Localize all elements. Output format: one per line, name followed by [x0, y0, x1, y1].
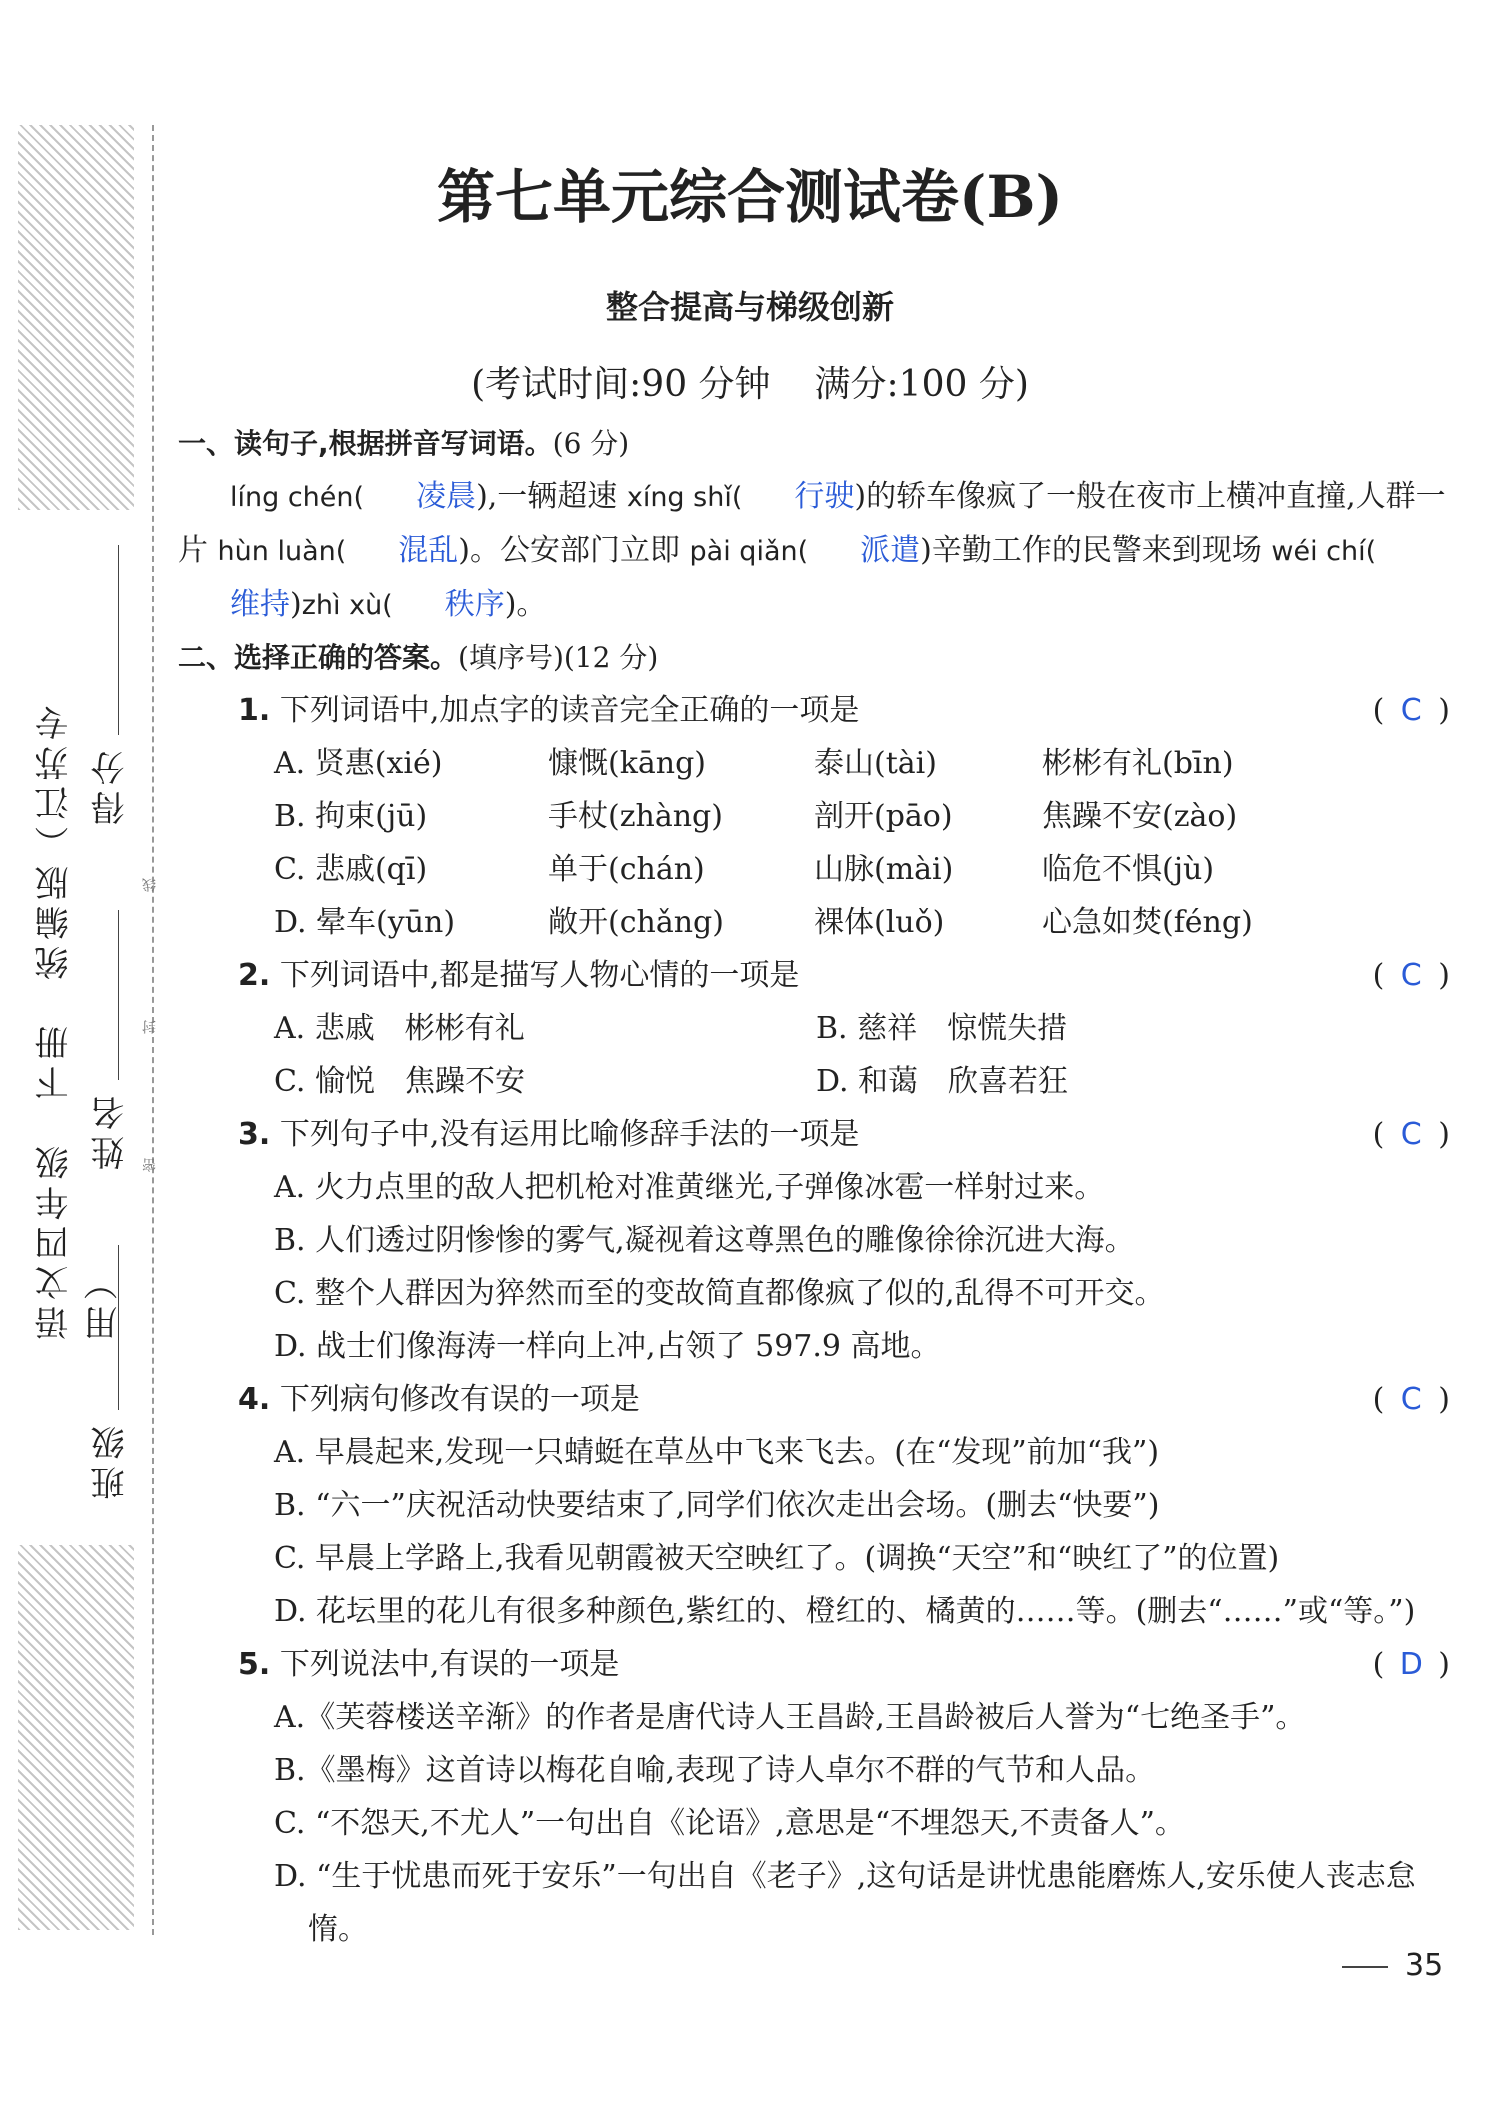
answer-word: 秩序	[444, 587, 505, 622]
question-number: 3.	[238, 1117, 271, 1152]
q2-option: C. 愉悦 焦躁不安	[274, 1064, 525, 1099]
seal-mark-secret: 密	[142, 1158, 158, 1172]
section1-points: (6 分)	[552, 427, 630, 460]
q3-option: C. 整个人群因为猝然而至的变故简直都像疯了似的,乱得不可开交。	[274, 1276, 1165, 1311]
exam-time: (考试时间:90 分钟	[471, 364, 771, 405]
q3-option: B. 人们透过阴惨惨的雾气,凝视着这尊黑色的雕像徐徐沉进大海。	[274, 1223, 1135, 1258]
q1-option: 单于(chán)	[548, 852, 705, 887]
q1-option: 裸体(luǒ)	[814, 905, 945, 940]
q1-option: 山脉(mài)	[814, 852, 954, 887]
question-4	[178, 1373, 1458, 1426]
q1-option: D. 晕车(yūn)	[274, 905, 456, 940]
answer-letter: C	[1400, 958, 1422, 993]
q5-option: C. “不怨天,不尤人”一句出自《论语》,意思是“不埋怨天,不责备人”。	[274, 1806, 1185, 1841]
exam-content	[178, 418, 1458, 1956]
class-label: 班级	[91, 1420, 131, 1500]
q1-option: 彬彬有礼(bīn)	[1042, 746, 1234, 781]
answer-letter: C	[1400, 1382, 1422, 1417]
section1-heading	[178, 418, 1458, 470]
q2-option: A. 悲戚 彬彬有礼	[274, 1011, 525, 1046]
question-1	[178, 684, 1458, 737]
question-2	[178, 949, 1458, 1002]
q1-option: 临危不惧(jù)	[1042, 852, 1215, 887]
pinyin: wéi chí(	[1271, 536, 1377, 567]
q1-option-row	[178, 896, 1458, 949]
sentence-text: )	[290, 587, 302, 622]
q2-option: D. 和蔼 欣喜若狂	[816, 1064, 1069, 1099]
question-5	[178, 1638, 1458, 1691]
q5-option: D. “生于忧患而死于安乐”一句出自《老子》,这句话是讲忧患能磨炼人,安乐使人丧志怠惰。	[274, 1859, 1416, 1947]
q1-option: C. 悲戚(qī)	[274, 852, 428, 887]
page-number: 35	[1405, 1948, 1444, 1983]
sentence-text: )辛勤工作的民警来到现场	[920, 533, 1272, 568]
sentence-text: ),一辆超速	[476, 479, 627, 514]
exam-info	[0, 356, 1500, 407]
q2-option-row	[178, 1055, 1458, 1108]
sentence-text: )的轿车像疯了一般在夜市上横冲直撞,人群一片	[178, 479, 1446, 568]
question-number: 5.	[238, 1647, 271, 1682]
q1-option: 心急如焚(féng)	[1042, 905, 1253, 940]
question-stem: 下列词语中,都是描写人物心情的一项是	[279, 958, 800, 993]
answer-bracket: ( C )	[1373, 684, 1450, 737]
q2-option-row	[178, 1002, 1458, 1055]
book-info: 语文四年级 下册 统编版（江苏专用）	[35, 700, 124, 1340]
question-stem: 下列句子中,没有运用比喻修辞手法的一项是	[279, 1117, 860, 1152]
answer-word: 派遣	[860, 533, 921, 568]
question-number: 4.	[238, 1382, 271, 1417]
full-marks: 满分:100 分)	[814, 364, 1029, 405]
seal-mark-line: 线	[142, 878, 158, 892]
q1-option: 泰山(tài)	[814, 746, 937, 781]
q4-option: A. 早晨起来,发现一只蜻蜓在草丛中飞来飞去。(在“发现”前加“我”)	[274, 1435, 1160, 1470]
q1-option: 剖开(pāo)	[814, 799, 953, 834]
q1-option-row	[178, 843, 1458, 896]
q1-option: 慷慨(kāng)	[548, 746, 706, 781]
question-number: 2.	[238, 958, 271, 993]
seal-mark-seal: 封	[142, 1020, 158, 1034]
sentence-text: )。公安部门立即	[458, 533, 690, 568]
sentence-text: )。	[504, 587, 547, 622]
answer-letter: C	[1400, 693, 1422, 728]
q1-option-row	[178, 737, 1458, 790]
q5-option: B.《墨梅》这首诗以梅花自喻,表现了诗人卓尔不群的气节和人品。	[274, 1753, 1156, 1788]
answer-bracket: ( D )	[1373, 1638, 1450, 1691]
pinyin: hùn luàn(	[217, 536, 347, 567]
answer-bracket: ( C )	[1373, 1108, 1450, 1161]
question-stem: 下列词语中,加点字的读音完全正确的一项是	[279, 693, 860, 728]
section2-heading	[178, 632, 1458, 684]
section2-points: (填序号)(12 分)	[458, 641, 659, 674]
section1-paragraph	[178, 470, 1458, 632]
q1-option: 敞开(chǎng)	[548, 905, 724, 940]
name-blank	[118, 910, 119, 1080]
question-number: 1.	[238, 693, 271, 728]
class-blank	[118, 1245, 119, 1410]
decorative-pattern-bottom	[18, 1545, 134, 1930]
page-number-rule	[1342, 1966, 1388, 1968]
pinyin: zhì xù(	[301, 590, 393, 621]
q2-option: B. 慈祥 惊慌失措	[816, 1011, 1068, 1046]
q3-option: D. 战士们像海涛一样向上冲,占领了 597.9 高地。	[274, 1329, 941, 1364]
q1-option: A. 贤惠(xié)	[274, 746, 443, 781]
question-stem: 下列病句修改有误的一项是	[279, 1382, 640, 1417]
page-subtitle: 整合提高与梯级创新	[605, 288, 894, 326]
answer-bracket: ( C )	[1373, 949, 1450, 1002]
question-3	[178, 1108, 1458, 1161]
answer-word: 行驶	[794, 479, 855, 514]
answer-letter: D	[1399, 1647, 1423, 1682]
answer-word: 混乱	[398, 533, 459, 568]
pinyin: líng chén(	[230, 482, 365, 513]
q4-option: C. 早晨上学路上,我看见朝霞被天空映红了。(调换“天空”和“映红了”的位置)	[274, 1541, 1280, 1576]
q1-option-row	[178, 790, 1458, 843]
q4-option: B. “六一”庆祝活动快要结束了,同学们依次走出会场。(删去“快要”)	[274, 1488, 1160, 1523]
q1-option: 焦躁不安(zào)	[1042, 799, 1238, 834]
answer-word: 凌晨	[416, 479, 477, 514]
q4-option: D. 花坛里的花儿有很多种颜色,紫红的、橙红的、橘黄的……等。(删去“……”或“等。”)	[274, 1594, 1416, 1629]
q5-option: A.《芙蓉楼送辛渐》的作者是唐代诗人王昌龄,王昌龄被后人誉为“七绝圣手”。	[274, 1700, 1306, 1735]
q1-option: 手杖(zhàng)	[548, 799, 723, 834]
score-blank	[118, 545, 119, 735]
answer-bracket: ( C )	[1373, 1373, 1450, 1426]
pinyin: xíng shǐ(	[626, 482, 743, 513]
answer-word: 维持	[230, 587, 290, 622]
q3-option: A. 火力点里的敌人把机枪对准黄继光,子弹像冰雹一样射过来。	[274, 1170, 1105, 1205]
name-label: 姓名	[91, 1090, 131, 1170]
question-stem: 下列说法中,有误的一项是	[279, 1647, 620, 1682]
answer-letter: C	[1400, 1117, 1422, 1152]
section2-title: 二、选择正确的答案。	[178, 641, 459, 674]
score-label: 得分	[91, 745, 131, 825]
page-title: 第七单元综合测试卷(B)	[437, 163, 1063, 231]
q1-option: B. 拘束(jū)	[274, 799, 428, 834]
pinyin: pài qiǎn(	[689, 536, 809, 567]
section1-title: 一、读句子,根据拼音写词语。	[178, 427, 553, 460]
